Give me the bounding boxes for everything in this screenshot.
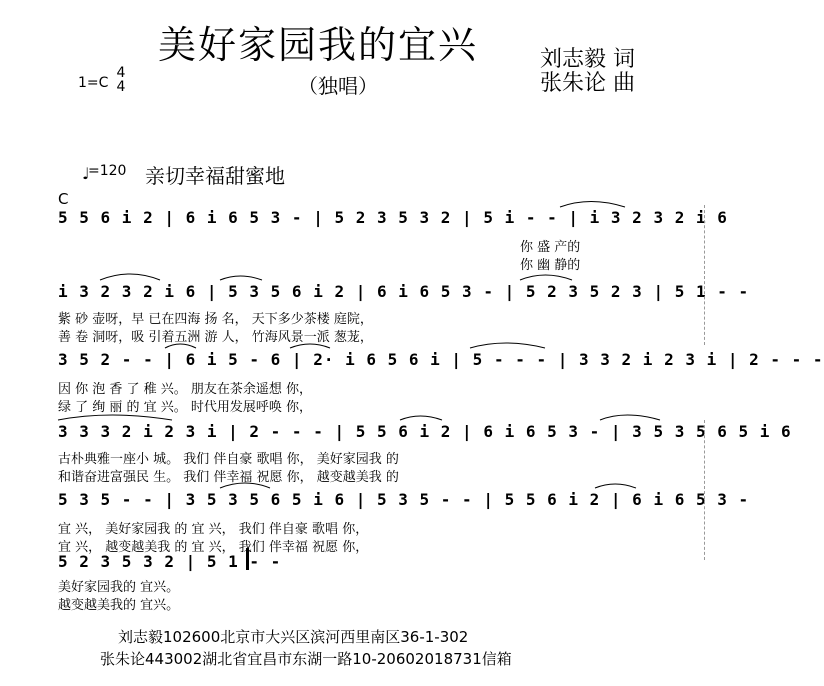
- lyric-line-6-verse-1: 美好家园我的 宜兴。: [58, 580, 180, 595]
- slur: [595, 484, 636, 488]
- lyric-line-1-verse-2: 你 幽 静的: [520, 258, 581, 273]
- staff-line-5: 5 3 5 - - | 3 5 3 5 6 5 i 6 | 5 3 5 - - | 5 5 6 i 2 | 6 i 6 5 3 -: [58, 490, 750, 509]
- slur: [560, 202, 625, 208]
- expression-marking: 亲切幸福甜蜜地: [145, 164, 285, 188]
- slur: [100, 274, 160, 280]
- slur: [400, 416, 442, 420]
- composer-address: 张朱论443002湖北省宜昌市东湖一路10-20602018731信箱: [100, 650, 512, 668]
- lyric-line-4-verse-1: 古朴典雅一座小 城。 我们 伴自豪 歌唱 你， 美好家园我 的: [58, 452, 399, 467]
- slur: [600, 415, 660, 420]
- chord-symbol: C: [58, 190, 69, 208]
- lyric-line-3-verse-1: 因 你 泡 香 了 稚 兴。 朋友在茶余遥想 你，: [58, 382, 313, 397]
- lyric-line-6-verse-2: 越变越美我的 宜兴。: [58, 598, 180, 613]
- staff-line-6: 5 2 3 5 3 2 | 5 1 - -: [58, 552, 282, 571]
- quarter-note-icon: ♩: [82, 164, 90, 183]
- lyric-line-5-verse-2: 宜 兴， 越变越美我 的 宜 兴， 我们 伴幸福 祝愿 你，: [58, 540, 369, 555]
- slur: [290, 344, 330, 348]
- staff-line-3: 3 5 2 - - | 6 i 5 - 6 | 2· i 6 5 6 i | 5 - - - | 3 3 2 i 2 3 i | 2 - - -: [58, 350, 824, 369]
- staff-line-1: 5 5 6 i 2 | 6 i 6 5 3 - | 5 2 3 5 3 2 | 5 i - - | i 3 2 3 2 i 6: [58, 208, 728, 227]
- slur: [165, 344, 196, 348]
- lyric-line-2-verse-1: 紫 砂 壶呀，早 已在四海 扬 名， 天下多少茶楼 庭院，: [58, 312, 373, 327]
- lyricist-credit: 刘志毅 词: [540, 47, 635, 72]
- lyric-line-3-verse-2: 绿 了 绚 丽 的 宜 兴。 时代用发展呼唤 你，: [58, 400, 313, 415]
- slur: [220, 276, 262, 280]
- slur: [58, 415, 172, 420]
- slur: [220, 483, 270, 488]
- lyric-line-5-verse-1: 宜 兴， 美好家园我 的 宜 兴， 我们 伴自豪 歌唱 你，: [58, 522, 369, 537]
- lyric-line-2-verse-2: 善 卷 洞呀，吸 引着五洲 游 人， 竹海风景一派 葱茏，: [58, 330, 373, 345]
- composer-credit: 张朱论 曲: [540, 71, 635, 96]
- staff-line-2: i 3 2 3 2 i 6 | 5 3 5 6 i 2 | 6 i 6 5 3 - | 5 2 3 5 2 3 | 5 1 - -: [58, 282, 750, 301]
- lyric-line-4-verse-2: 和谐奋进富强民 生。 我们 伴幸福 祝愿 你， 越变越美我 的: [58, 470, 399, 485]
- lyric-line-1-verse-1: 你 盛 产的: [520, 240, 581, 255]
- tempo-marking: =120: [88, 163, 127, 179]
- lyricist-address: 刘志毅102600北京市大兴区滨河西里南区36-1-302: [118, 628, 469, 646]
- slur: [520, 275, 572, 280]
- key-signature: 1=C: [78, 75, 109, 91]
- song-title: 美好家园我的宜兴: [158, 23, 479, 67]
- slur: [470, 343, 545, 348]
- time-signature-top: 4: [116, 65, 126, 81]
- time-signature-bottom: 4: [116, 79, 126, 95]
- staff-line-4: 3 3 3 2 i 2 3 i | 2 - - - | 5 5 6 i 2 | 6 i 6 5 3 - | 3 5 3 5 6 5 i 6: [58, 422, 792, 441]
- song-subtitle: （独唱）: [298, 74, 378, 98]
